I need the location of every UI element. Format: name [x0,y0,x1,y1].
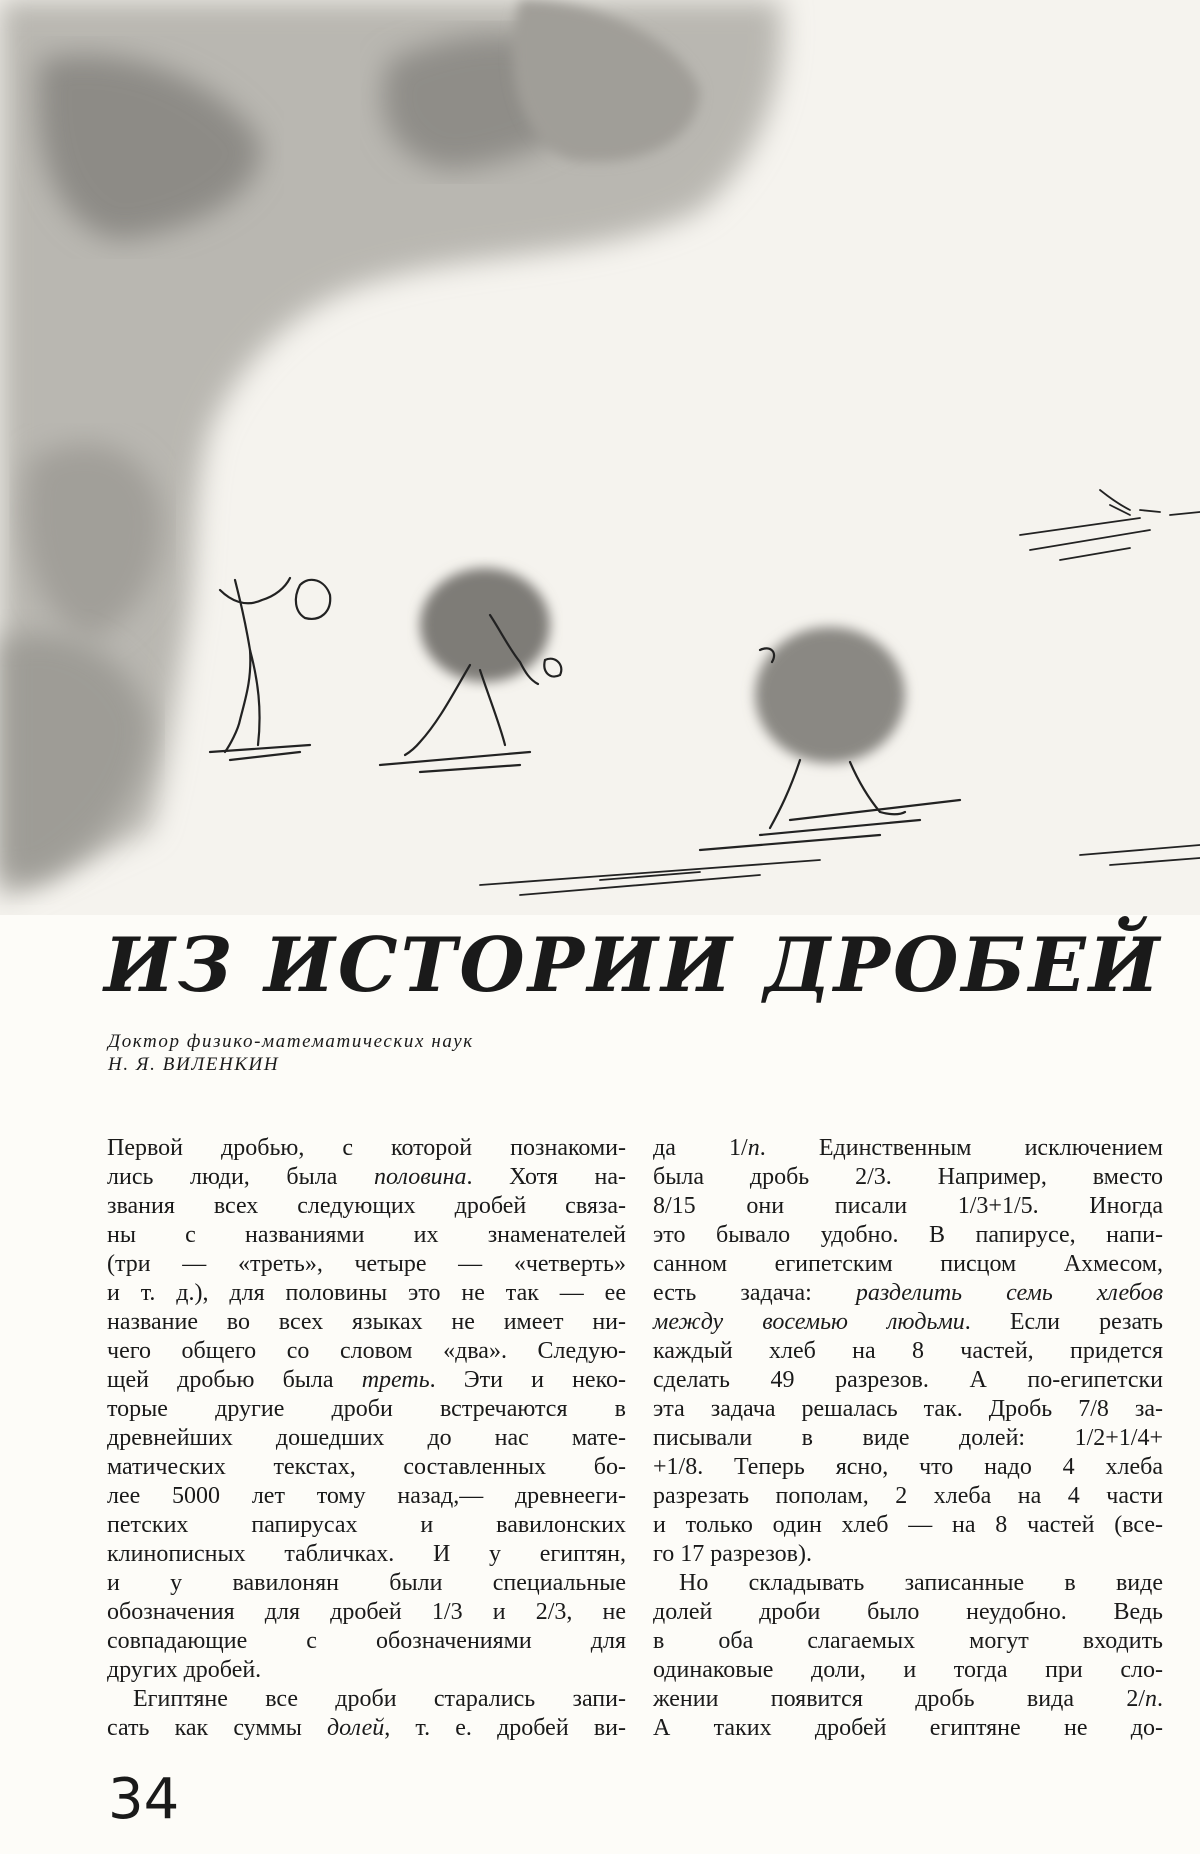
text-line: совпадающие с обозначениями для [107,1628,626,1654]
text-line: (три — «треть», четыре — «четверть» [107,1251,626,1277]
text-line: лее 5000 лет тому назад,— древнееги- [107,1483,626,1509]
author-name: Н. Я. ВИЛЕНКИН [108,1054,280,1075]
text-line: щей дробью была треть. Эти и неко- [107,1367,626,1393]
text-line: разрезать пополам, 2 хлеба на 4 части [653,1483,1163,1509]
text-line: эта задача решалась так. Дробь 7/8 за- [653,1396,1163,1422]
text-line: между восемью людьми. Если резать [653,1309,1163,1335]
text-line: да 1/n. Единственным исключением [653,1135,1163,1161]
text-line: долей дроби было неудобно. Ведь [653,1599,1163,1625]
text-line: каждый хлеб на 8 частей, придется [653,1338,1163,1364]
text-line: других дробей. [107,1657,262,1683]
byline [108,1030,474,1076]
text-line: санном египетским писцом Ахмесом, [653,1251,1163,1277]
text-line: обозначения для дробей 1/3 и 2/3, не [107,1599,626,1625]
text-line: древнейших дошедших до нас мате- [107,1425,626,1451]
ink-wash-illustration [0,0,1200,915]
illustration-drawing [0,0,1200,915]
text-line: матических текстах, составленных бо- [107,1454,626,1480]
text-line: жении появится дробь вида 2/n. [653,1686,1163,1712]
text-line: сделать 49 разрезов. А по-египетски [653,1367,1163,1393]
text-line: чего общего со словом «два». Следую- [107,1338,626,1364]
page-number: 34 [108,1767,180,1832]
text-line: петских папирусах и вавилонских [107,1512,626,1538]
text-line: есть задача: разделить семь хлебов [653,1280,1163,1306]
text-line: Но складывать записанные в виде [679,1570,1163,1596]
text-line: в оба слагаемых могут входить [653,1628,1163,1654]
text-line: была дробь 2/3. Например, вместо [653,1164,1163,1190]
text-line: Первой дробью, с которой познакоми- [107,1135,626,1161]
text-line: +1/8. Теперь ясно, что надо 4 хлеба [653,1454,1163,1480]
text-line: название во всех языках не имеет ни- [107,1309,626,1335]
text-line: клинописных табличках. И у египтян, [107,1541,626,1567]
text-line: писывали в виде долей: 1/2+1/4+ [653,1425,1163,1451]
text-line: торые другие дроби встречаются в [107,1396,626,1422]
text-line: ны с названиями их знаменателей [107,1222,626,1248]
text-line: Египтяне все дроби старались запи- [133,1686,626,1712]
text-line: это бывало удобно. В папирусе, напи- [653,1222,1163,1248]
text-line: 8/15 они писали 1/3+1/5. Иногда [653,1193,1163,1219]
author-degree: Доктор физико-математических наук [108,1031,474,1052]
article-title: ИЗ ИСТОРИИ ДРОБЕЙ [104,921,1163,1009]
text-line: звания всех следующих дробей связа- [107,1193,626,1219]
text-line: и т. д.), для половины это не так — ее [107,1280,626,1306]
text-line: А таких дробей египтяне не до- [653,1715,1163,1741]
text-line: лись люди, была половина. Хотя на- [107,1164,627,1190]
right-column [653,1134,1163,1743]
text-line: сать как суммы долей, т. е. дробей ви- [107,1715,627,1741]
text-line: и только один хлеб — на 8 частей (все- [653,1512,1163,1538]
text-line: одинаковые доли, и тогда при сло- [653,1657,1163,1683]
text-line: и у вавилонян были специальные [107,1570,626,1596]
left-column [107,1134,626,1743]
text-line: го 17 разрезов). [653,1541,812,1567]
